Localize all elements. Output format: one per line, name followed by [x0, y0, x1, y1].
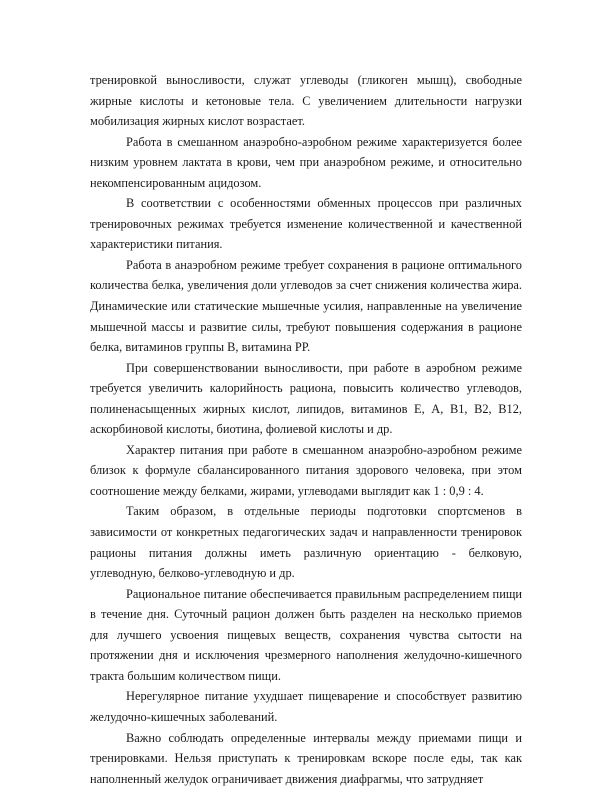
- body-text: [90, 70, 522, 789]
- paragraph-nutrition-requirements: В соответствии с особенностями обменных процессов при различных тренировочных режимах требуется изменение количественной и качественной характеристики питания.: [90, 196, 522, 252]
- paragraph-irregular-nutrition: Нерегулярное питание ухудшает пищеварение и способствует развитию желудочно-кишечных заболеваний.: [90, 689, 522, 724]
- paragraph-endurance-diet: При совершенствовании выносливости, при работе в аэробном режиме требуется увеличить калорийность рациона, повысить количество углеводов, полиненасыщенных жирных кислот, липидов, витаминов Е, А, В1, В2, В12, аскорбиновой кислоты, биотина, фолиевой кислоты и др.: [90, 360, 522, 437]
- paragraph-continuation: тренировкой выносливости, служат углеводы (гликоген мышц), свободные жирные кислоты и кетоновые тела. С увеличением длительности нагрузки мобилизация жирных кислот возрастает.: [90, 73, 522, 129]
- paragraph-rational-nutrition: Рациональное питание обеспечивается правильным распределением пищи в течение дня. Суточный рацион должен быть разделен на несколько приемов для лучшего усвоения пищевых веществ, сохранения чувства сытости на протяжении дня и исключения чрезмерного наполнения желудочно-кишечного тракта большим количеством пищи.: [90, 586, 522, 683]
- paragraph-anaerobic-diet: Работа в анаэробном режиме требует сохранения в рационе оптимального количества белка, увеличения доли углеводов за счет снижения количества жира. Динамические или статические мышечные усилия, направленные на увеличение мышечной массы и развитие силы, требуют повышения содержания в рационе белка, витаминов группы В, витамина РР.: [90, 257, 522, 355]
- paragraph-mixed-mode-lactate: Работа в смешанном анаэробно-аэробном режиме характеризуется более низким уровнем лактата в крови, чем при анаэробном режиме, и относительно некомпенсированным ацидозом.: [90, 134, 522, 190]
- paragraph-mixed-mode-diet: Характер питания при работе в смешанном анаэробно-аэробном режиме близок к формуле сбалансированного питания здорового человека, при этом соотношение между белками, жирами, углеводами выглядит как 1 : 0,9 : 4.: [90, 442, 522, 498]
- paragraph-meal-intervals: Важно соблюдать определенные интервалы между приемами пищи и тренировками. Нельзя приступать к тренировкам вскоре после еды, так как наполненный желудок ограничивает движения диафрагмы, что затрудняет: [90, 730, 522, 786]
- paragraph-conclusion-orientation: Таким образом, в отдельные периоды подготовки спортсменов в зависимости от конкретных педагогических задач и направленности тренировок рационы питания должны иметь различную ориентацию - белковую, углеводную, белково-углеводную и др.: [90, 504, 522, 581]
